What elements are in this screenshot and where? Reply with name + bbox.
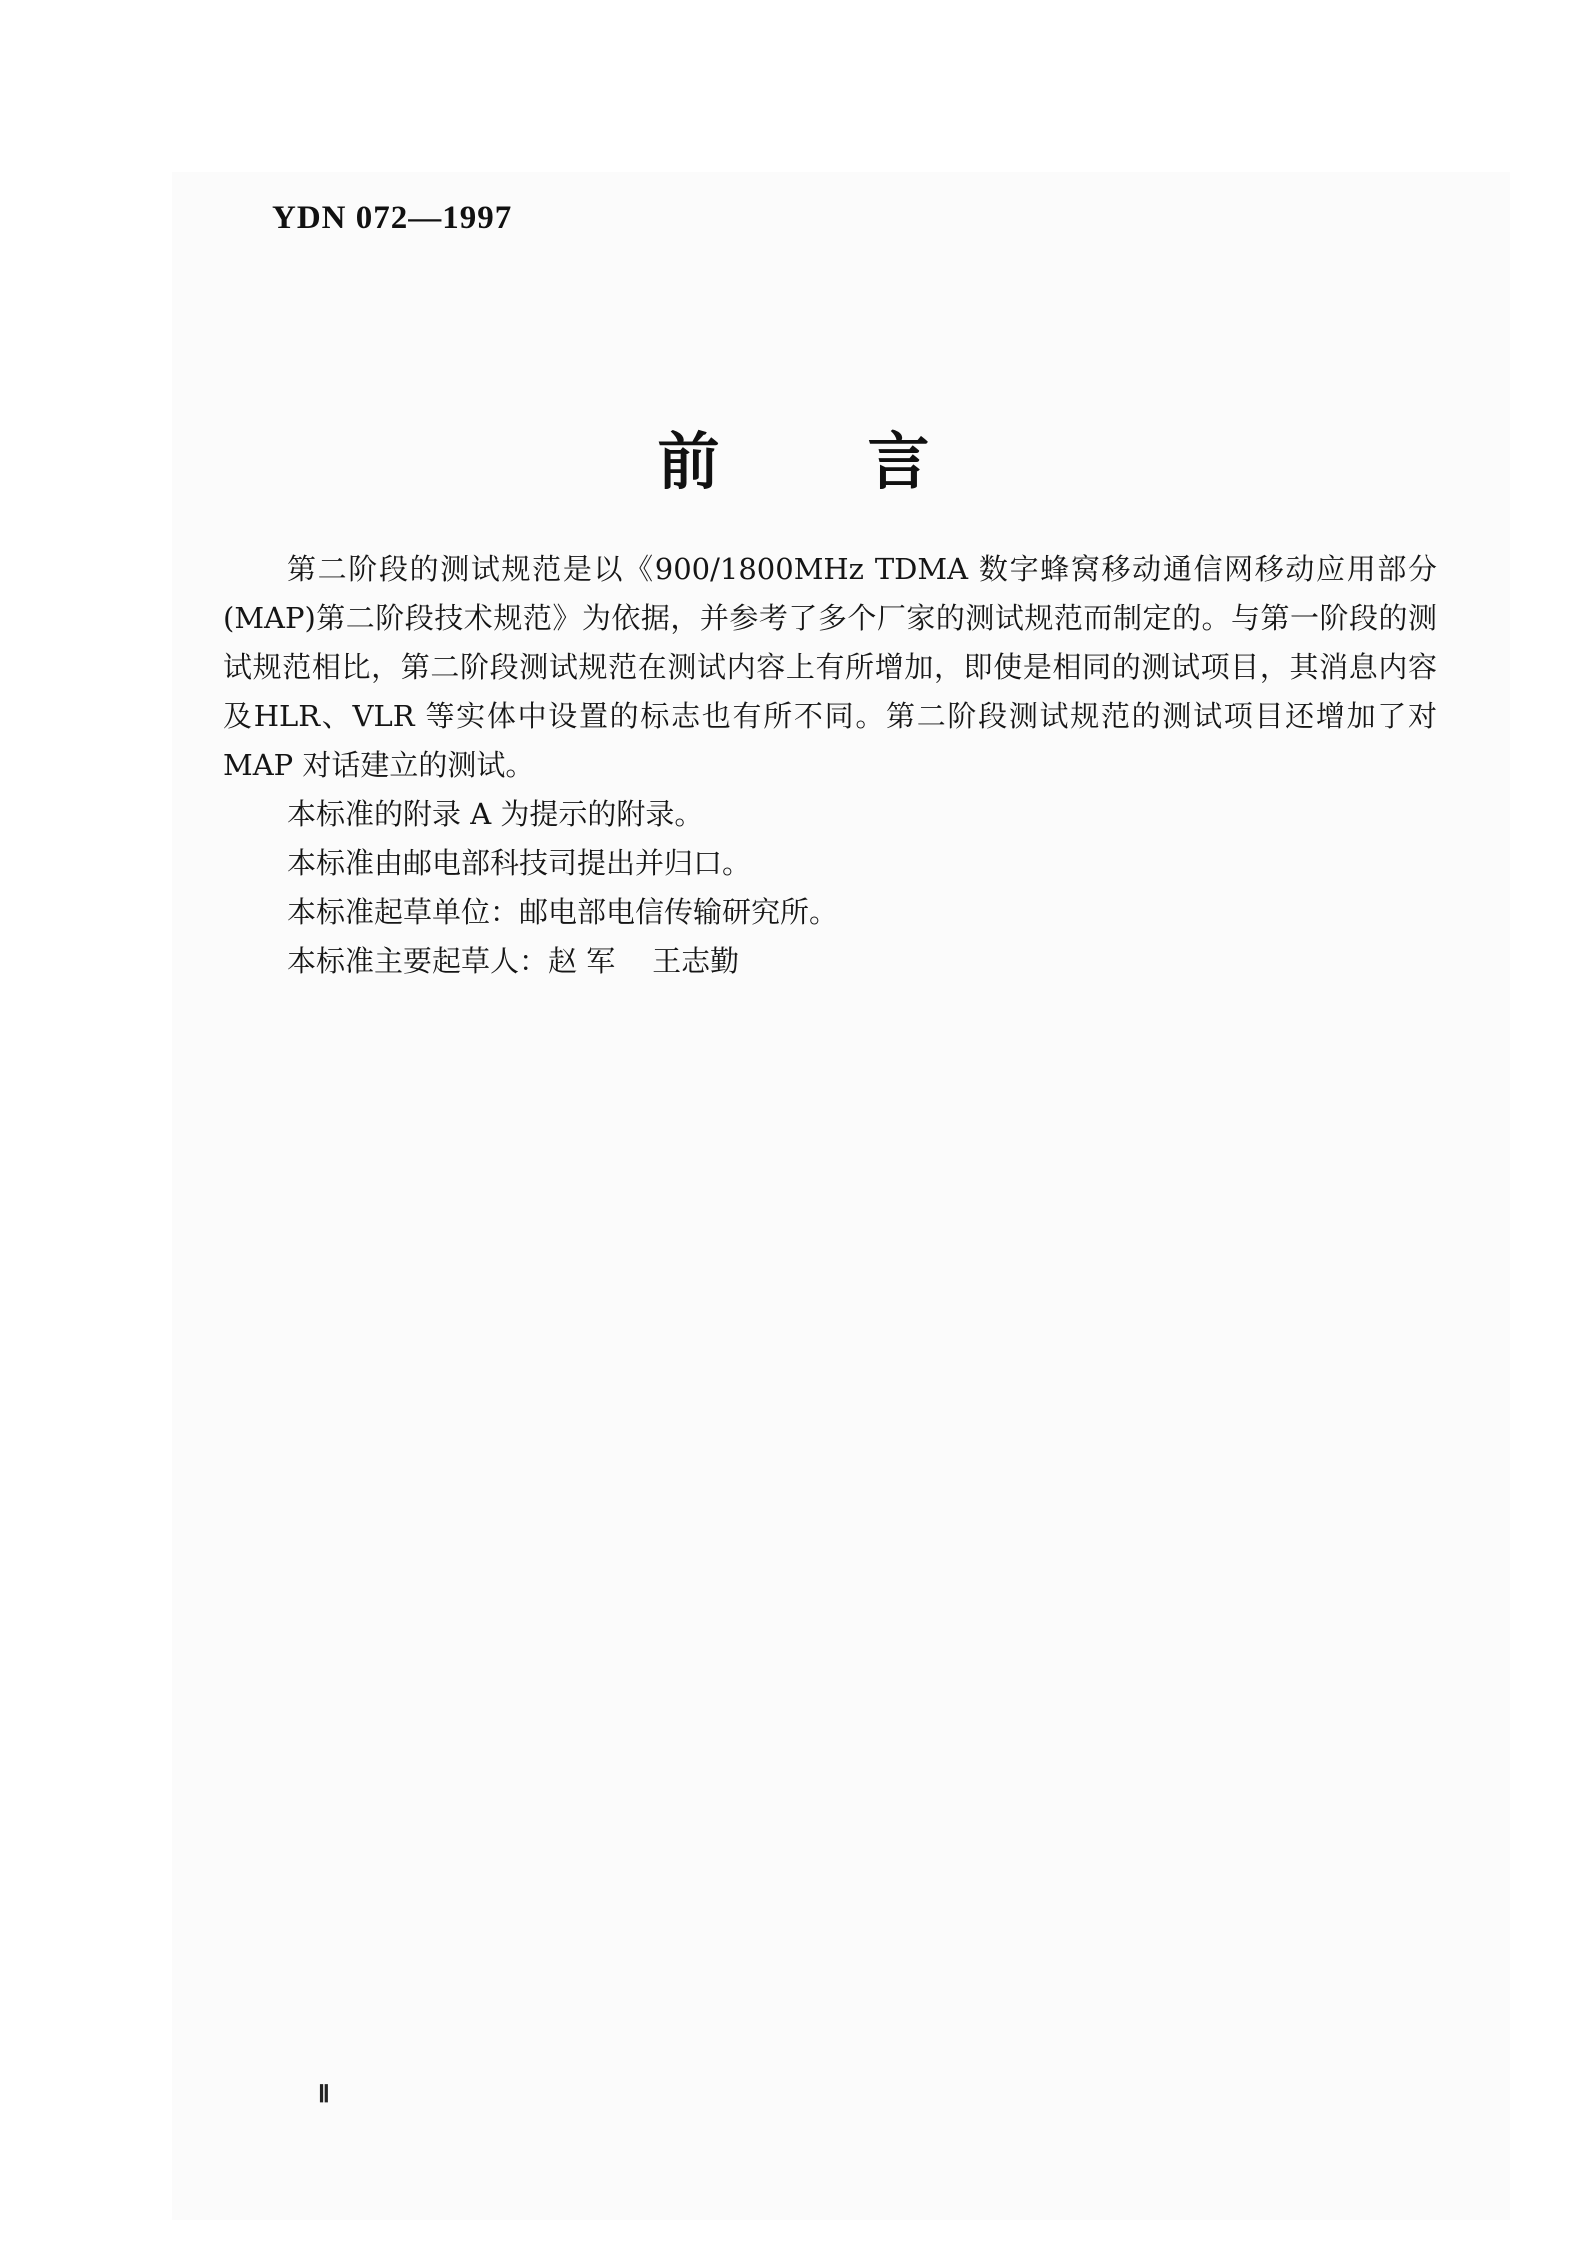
title-char-1: 前: [657, 425, 720, 498]
foreword-paragraph: 第二阶段的测试规范是以《900/1800MHz TDMA 数字蜂窝移动通信网移动应用部分(MAP)第二阶段技术规范》为依据，并参考了多个厂家的测试规范而制定的。与第一阶段的测试规范相比，第二阶段测试规范在测试内容上有所增加，即使是相同的测试项目，其消息内容及HLR、VLR 等实体中设置的标志也有所不同。第二阶段测试规范的测试项目还增加了对 MAP 对话建立的测试。: [223, 552, 1437, 782]
proposer-statement: 本标准由邮电部科技司提出并归口。: [287, 846, 752, 880]
page-number: Ⅱ: [318, 2082, 330, 2108]
appendix-statement: 本标准的附录 A 为提示的附录。: [287, 797, 704, 831]
foreword-body: [223, 545, 1437, 986]
drafters-statement: 本标准主要起草人：赵 军 王志勤: [287, 944, 740, 978]
drafting-unit-statement: 本标准起草单位：邮电部电信传输研究所。: [287, 895, 839, 929]
standard-number: YDN 072—1997: [272, 200, 513, 236]
page-title: [0, 412, 1587, 501]
title-char-2: 言: [867, 425, 930, 498]
